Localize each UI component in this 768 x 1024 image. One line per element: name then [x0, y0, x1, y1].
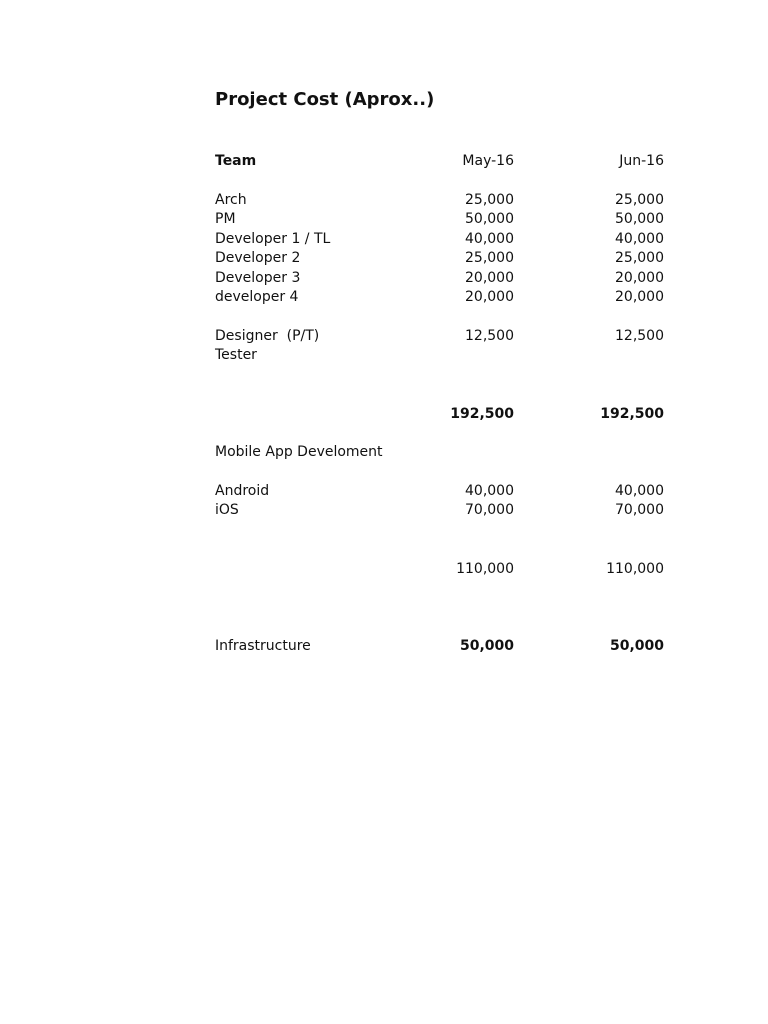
mobile-row-jun: 70,000 [615, 502, 664, 518]
team-row-may: 20,000 [465, 289, 514, 305]
team-row-label: Designer (P/T) [215, 328, 320, 344]
mobile-total-may: 110,000 [456, 561, 514, 577]
mobile-total-jun: 110,000 [606, 561, 664, 577]
team-row-label: Tester [215, 347, 257, 363]
team-total-jun: 192,500 [600, 406, 664, 422]
mobile-row-label: iOS [215, 502, 239, 518]
team-row-jun: 25,000 [615, 250, 664, 266]
mobile-section-heading: Mobile App Develoment [215, 444, 383, 460]
mobile-row-may: 70,000 [465, 502, 514, 518]
team-row-jun: 40,000 [615, 231, 664, 247]
team-row-label: PM [215, 211, 236, 227]
month2-header: Jun-16 [619, 153, 664, 169]
team-row-label: Arch [215, 192, 247, 208]
team-header: Team [215, 153, 257, 169]
team-row-label: Developer 3 [215, 270, 301, 286]
team-row-may: 25,000 [465, 192, 514, 208]
team-row-jun: 20,000 [615, 289, 664, 305]
team-row-may: 40,000 [465, 231, 514, 247]
infrastructure-jun: 50,000 [609, 638, 664, 654]
mobile-row-label: Android [215, 483, 270, 499]
team-row-label: Developer 2 [215, 250, 301, 266]
team-row-jun: 12,500 [615, 328, 664, 344]
infrastructure-label: Infrastructure [215, 638, 311, 654]
infrastructure-may: 50,000 [459, 638, 514, 654]
team-row-may: 25,000 [465, 250, 514, 266]
mobile-row-jun: 40,000 [615, 483, 664, 499]
page-title: Project Cost (Aprox..) [215, 89, 435, 110]
team-row-jun: 25,000 [615, 192, 664, 208]
team-row-label: developer 4 [215, 289, 299, 305]
team-row-jun: 20,000 [615, 270, 664, 286]
team-row-jun: 50,000 [615, 211, 664, 227]
team-row-may: 50,000 [465, 211, 514, 227]
month1-header: May-16 [462, 153, 514, 169]
mobile-row-may: 40,000 [465, 483, 514, 499]
team-row-may: 12,500 [465, 328, 514, 344]
team-row-may: 20,000 [465, 270, 514, 286]
team-total-may: 192,500 [450, 406, 514, 422]
team-row-label: Developer 1 / TL [215, 231, 331, 247]
